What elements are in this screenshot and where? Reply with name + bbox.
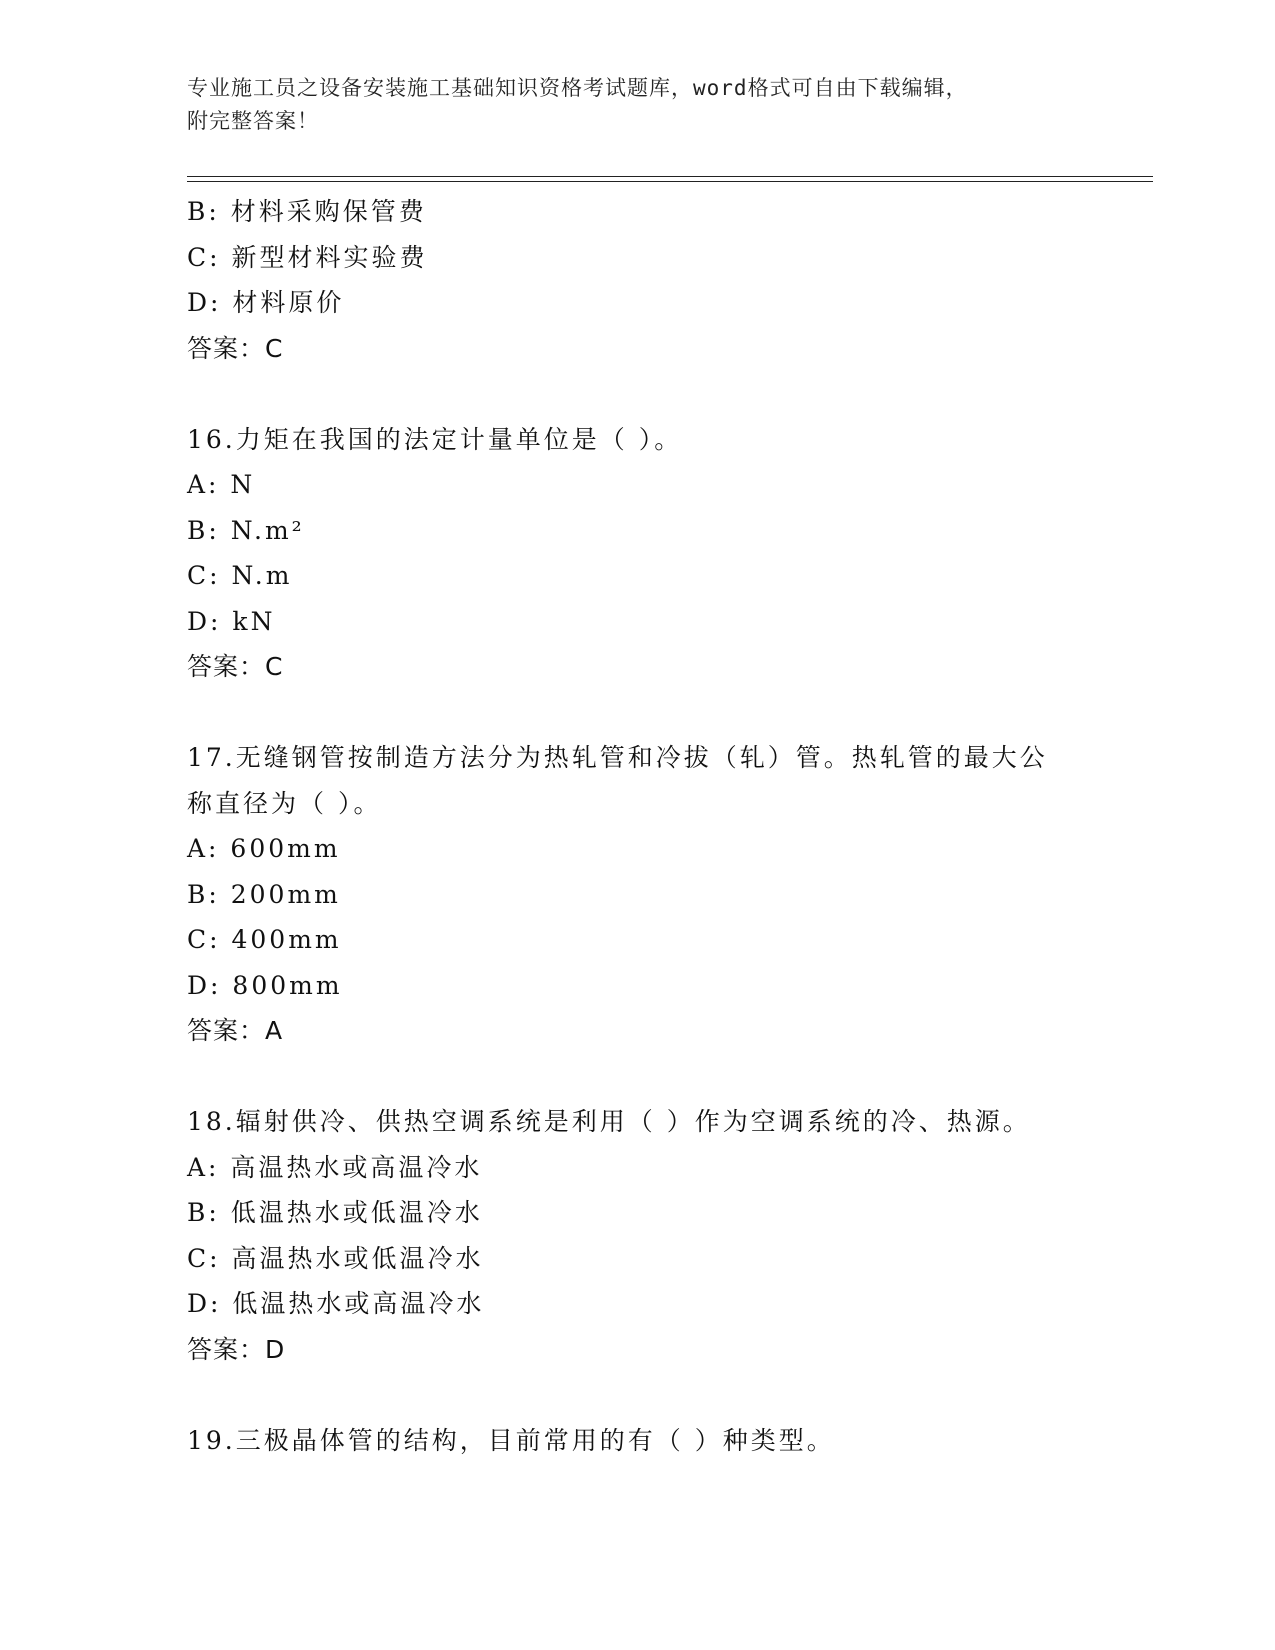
header-divider-top	[187, 176, 1153, 177]
option-a: A: 600mm	[187, 834, 341, 863]
question-text: 17.无缝钢管按制造方法分为热轧管和冷拔（轧）管。热轧管的最大公	[187, 743, 1048, 772]
header-line-2: 附完整答案！	[187, 109, 319, 133]
spacer	[187, 1372, 1087, 1418]
question-text-continued: 称直径为（ ）。	[187, 788, 382, 818]
option-d: D: 材料原价	[187, 288, 345, 317]
question-19	[187, 1418, 1087, 1464]
answer-line: 答案：A	[187, 1016, 284, 1045]
spacer	[187, 690, 1087, 736]
answer-line: 答案：D	[187, 1334, 286, 1364]
question-text: 18.辐射供冷、供热空调系统是利用（ ）作为空调系统的冷、热源。	[187, 1107, 1031, 1136]
question-16	[187, 417, 1087, 690]
option-b: B: 材料采购保管费	[187, 197, 427, 226]
option-c: C: N.m	[187, 561, 293, 590]
option-d: D: 低温热水或高温冷水	[187, 1289, 485, 1318]
header-divider-bottom	[187, 181, 1153, 182]
option-b: B: N.m²	[187, 515, 305, 545]
option-c: C: 400mm	[187, 925, 342, 954]
question-text: 16.力矩在我国的法定计量单位是（ ）。	[187, 424, 683, 454]
option-b: B: 200mm	[187, 879, 341, 909]
question-18	[187, 1099, 1087, 1372]
question-text: 19.三极晶体管的结构，目前常用的有（ ）种类型。	[187, 1425, 835, 1455]
question-15-continued	[187, 189, 1087, 371]
answer-line: 答案：C	[187, 333, 284, 363]
option-c: C: 高温热水或低温冷水	[187, 1243, 484, 1273]
header-line-1: 专业施工员之设备安装施工基础知识资格考试题库，word格式可自由下载编辑，	[187, 76, 968, 100]
spacer	[187, 371, 1087, 417]
question-17	[187, 735, 1087, 1054]
option-d: D: 800mm	[187, 970, 343, 1000]
option-c: C: 新型材料实验费	[187, 242, 428, 272]
option-a: A: 高温热水或高温冷水	[187, 1152, 483, 1182]
page-header	[187, 72, 1087, 138]
option-d: D: kN	[187, 606, 276, 636]
question-list	[187, 189, 1087, 1463]
spacer	[187, 1054, 1087, 1100]
answer-line: 答案：C	[187, 652, 284, 681]
option-b: B: 低温热水或低温冷水	[187, 1198, 483, 1227]
option-a: A: N	[187, 470, 256, 499]
